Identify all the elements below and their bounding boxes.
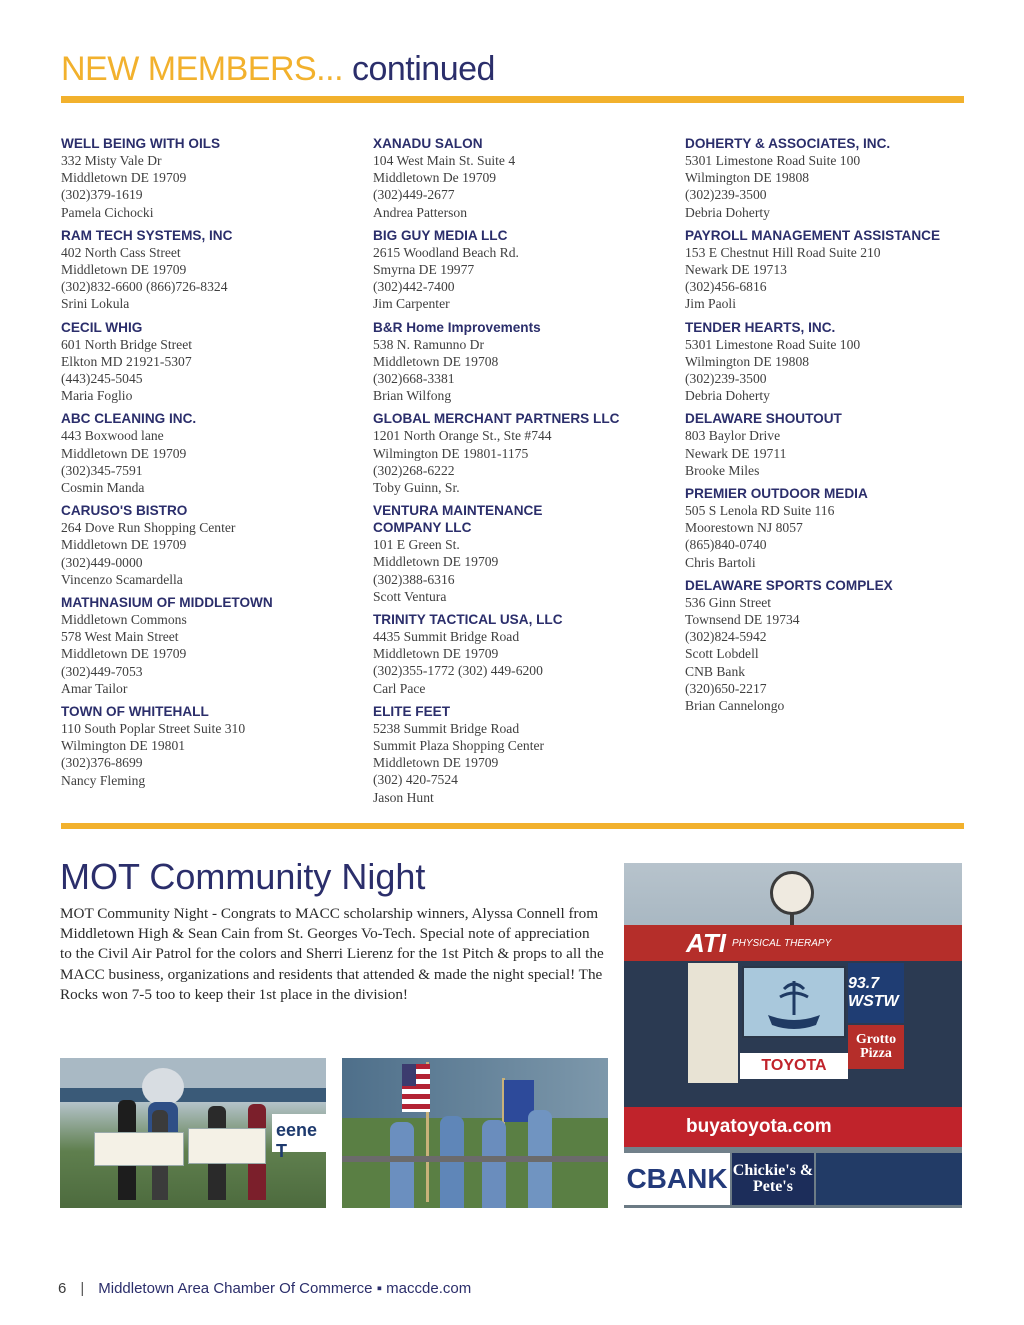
member-detail-line: 1201 North Orange St., Ste #744 [373,428,552,444]
member-detail-line: (302)832-6600 (866)726-8324 [61,279,228,295]
member-detail-line: (302)388-6316 [373,571,455,587]
member-detail-line: Middletown DE 19709 [61,170,187,186]
member-detail-line: 505 S Lenola RD Suite 116 [685,503,835,519]
member-detail-line: (443)245-5045 [61,371,143,387]
member-detail-line: 110 South Poplar Street Suite 310 [61,721,246,737]
ati-logo: ATI [686,927,726,958]
member-detail-line: Wilmington DE 19801-1175 [373,445,529,461]
member-detail-line: Middletown Commons [61,612,187,628]
member-detail-line: 5301 Limestone Road Suite 100 [685,336,861,352]
member-entry [61,594,361,697]
member-entry [61,319,361,405]
member-entry [373,703,673,806]
member-detail-line: 4435 Summit Bridge Road [373,629,520,645]
member-detail-line: 538 N. Ramunno Dr [373,336,485,352]
page-title [61,48,495,90]
member-entry [373,227,673,313]
member-entry [61,502,361,588]
member-detail-line: Brian Cannelongo [685,698,785,714]
color-guard-photo [342,1058,608,1208]
member-detail-line: Middletown DE 19709 [61,445,187,461]
member-detail-line: Summit Plaza Shopping Center [373,738,545,754]
member-detail-line: 601 North Bridge Street [61,336,193,352]
member-detail-line: Scott Lobdell [685,646,759,662]
member-name: B&R Home Improvements [373,319,541,335]
footer-separator: | [80,1280,85,1297]
member-detail-line: Middletown DE 19709 [373,755,499,771]
member-detail-line: (302)268-6222 [373,462,455,478]
member-name: MATHNASIUM OF MIDDLETOWN [61,595,273,611]
member-detail-line: Andrea Patterson [373,204,467,220]
member-entry [61,410,361,496]
stadium-banner: eene T [272,1114,326,1152]
member-detail-line: Pamela Cichocki [61,204,154,220]
buyatoyota-ad: buyatoyota.com [624,1107,962,1147]
ati-tagline: PHYSICAL THERAPY [731,937,832,949]
member-detail-line: Middletown DE 19709 [373,554,499,570]
member-name: DELAWARE SHOUTOUT [685,411,842,427]
scholarship-photo [60,1058,326,1208]
member-name: CECIL WHIG [61,319,143,335]
page-number: 6 [58,1280,67,1297]
member-detail-line: Vincenzo Scamardella [61,571,183,587]
member-detail-line: 5301 Limestone Road Suite 100 [685,153,861,168]
member-entry [685,485,985,571]
member-detail-line: (302)449-7053 [61,663,143,679]
member-detail-line: Middletown DE 19709 [373,646,499,662]
community-night-title: MOT Community Night [60,856,426,897]
member-detail-line: Wilmington DE 19808 [685,170,810,186]
member-name: ABC CLEANING INC. [61,411,197,427]
member-name: XANADU SALON [373,136,483,151]
member-detail-line: Amar Tailor [61,680,128,696]
member-name: PAYROLL MANAGEMENT ASSISTANCE [685,227,941,243]
member-name: RAM TECH SYSTEMS, INC [61,227,233,243]
member-detail-line: (302)376-8699 [61,755,143,771]
member-detail-line: 101 E Green St. [373,537,460,553]
member-detail-line: (302)824-5942 [685,629,767,645]
member-detail-line: Middletown DE 19708 [373,353,499,369]
member-detail-line: (302)449-2677 [373,187,455,203]
member-name: VENTURA MAINTENANCE [373,503,543,519]
member-detail-line: 332 Misty Vale Dr [61,153,162,168]
member-detail-line: Scott Ventura [373,588,447,604]
member-detail-line: 578 West Main Street [61,629,179,645]
member-detail-line: Middletown DE 19709 [61,646,187,662]
member-detail-line: (302)668-3381 [373,371,455,387]
member-detail-line: Elkton MD 21921-5307 [61,353,192,369]
member-detail-line: (302)456-6816 [685,279,767,295]
member-detail-line: Middletown DE 19709 [61,537,187,553]
footer-text: Middletown Area Chamber Of Commerce ▪ maccde.com [98,1280,472,1297]
member-detail-line: 264 Dove Run Shopping Center [61,520,236,536]
quote-ad [816,1153,962,1205]
member-detail-line: 803 Baylor Drive [685,428,781,444]
member-entry [61,227,361,313]
page-footer [58,1279,471,1299]
member-entry [373,611,673,697]
middle-divider [61,823,964,829]
member-detail-line: (302)239-3500 [685,187,767,203]
member-entry [373,135,673,221]
member-entry [373,410,673,496]
member-detail-line: (302)345-7591 [61,462,143,478]
member-detail-line: Wilmington DE 19808 [685,353,810,369]
member-detail-line: Newark DE 19711 [685,445,787,461]
member-name: BIG GUY MEDIA LLC [373,227,508,243]
member-name: TRINITY TACTICAL USA, LLC [373,612,563,628]
grotto-ad: Grotto Pizza [848,1025,904,1069]
members-column-2 [373,135,673,812]
member-detail-line: Newark DE 19713 [685,262,787,278]
member-name: DELAWARE SPORTS COMPLEX [685,577,893,593]
member-detail-line: (302)239-3500 [685,371,767,387]
member-detail-line: Chris Bartoli [685,554,756,570]
title-accent: NEW MEMBERS... [61,50,344,88]
member-detail-line: Middletown DE 19709 [61,262,187,278]
cnb-bank-ad: CBANK [624,1153,730,1205]
member-name: TOWN OF WHITEHALL [61,704,209,720]
member-detail-line: Maria Foglio [61,388,133,404]
member-detail-line: Jason Hunt [373,789,434,805]
member-detail-line: Jim Paoli [685,296,736,312]
member-detail-line: 402 North Cass Street [61,244,181,260]
member-entry [685,227,985,313]
member-entry [685,135,985,221]
member-detail-line: CNB Bank [685,663,746,679]
member-detail-line: Brian Wilfong [373,388,452,404]
member-detail-line: Cosmin Manda [61,480,145,496]
title-main: continued [351,50,495,88]
member-entry [685,410,985,479]
member-detail-line: Debria Doherty [685,388,770,404]
member-detail-line: Carl Pace [373,680,426,696]
chickies-ad: Chickie's & Pete's [732,1153,814,1205]
member-name-continued: COMPANY LLC [373,520,472,536]
member-detail-line: Middletown De 19709 [373,170,497,186]
member-name: WELL BEING WITH OILS [61,136,221,151]
chamber-logo-icon [754,975,834,1033]
member-name: PREMIER OUTDOOR MEDIA [685,486,868,502]
member-detail-line: Jim Carpenter [373,296,450,312]
member-detail-line: (302)379-1619 [61,187,143,203]
member-detail-line: 443 Boxwood lane [61,428,164,444]
wstw-ad: 93.7 WSTW [848,963,904,1023]
member-name: TENDER HEARTS, INC. [685,319,836,335]
member-detail-line: (302)355-1772 (302) 449-6200 [373,663,543,679]
member-entry [61,703,361,789]
member-detail-line: (302)442-7400 [373,279,455,295]
members-column-1 [61,135,361,795]
member-detail-line: Nancy Fleming [61,772,146,788]
member-detail-line: Townsend DE 19734 [685,612,800,628]
members-list [61,135,971,815]
member-detail-line: (302) 420-7524 [373,772,458,788]
member-detail-line: Wilmington DE 19801 [61,738,186,754]
member-name: CARUSO'S BISTRO [61,503,188,519]
member-entry [373,502,673,605]
member-detail-line: 104 West Main St. Suite 4 [373,153,516,168]
member-detail-line: 153 E Chestnut Hill Road Suite 210 [685,244,881,260]
ati-banner [624,925,962,961]
member-entry [61,135,361,221]
left-ad-panel [688,963,738,1083]
member-entry [685,577,985,714]
member-detail-line: (302)449-0000 [61,554,143,570]
member-entry [685,319,985,405]
member-detail-line: Debria Doherty [685,204,770,220]
members-column-3 [685,135,985,720]
member-detail-line: (865)840-0740 [685,537,767,553]
member-detail-line: (320)650-2217 [685,680,767,696]
member-detail-line: Smyrna DE 19977 [373,262,475,278]
member-detail-line: Brooke Miles [685,462,760,478]
member-detail-line: 2615 Woodland Beach Rd. [373,244,519,260]
member-name: ELITE FEET [373,703,451,719]
member-entry [373,319,673,405]
member-detail-line: 5238 Summit Bridge Road [373,720,520,736]
toyota-ad: TOYOTA [740,1053,848,1079]
member-detail-line: Moorestown NJ 8057 [685,520,803,536]
member-name: DOHERTY & ASSOCIATES, INC. [685,136,891,151]
community-night-body: MOT Community Night - Congrats to MACC scholarship winners, Alyssa Connell from Middletown High & Sean Cain from St. Georges Vo-Tech. Special note of appreciation to the Civil Air Patrol for the colors and Sherri Lierenz for the 1st Pitch & props to all the MACC business, organizations and residents that attended & made the night special! The Rocks won 7-5 too to keep their 1st place in the division! [60,905,604,1003]
member-detail-line: 536 Ginn Street [685,594,772,610]
member-detail-line: Toby Guinn, Sr. [373,480,460,496]
scoreboard-photo [624,863,962,1208]
member-name: GLOBAL MERCHANT PARTNERS LLC [373,411,620,427]
top-divider [61,96,964,103]
member-detail-line: Srini Lokula [61,296,130,312]
